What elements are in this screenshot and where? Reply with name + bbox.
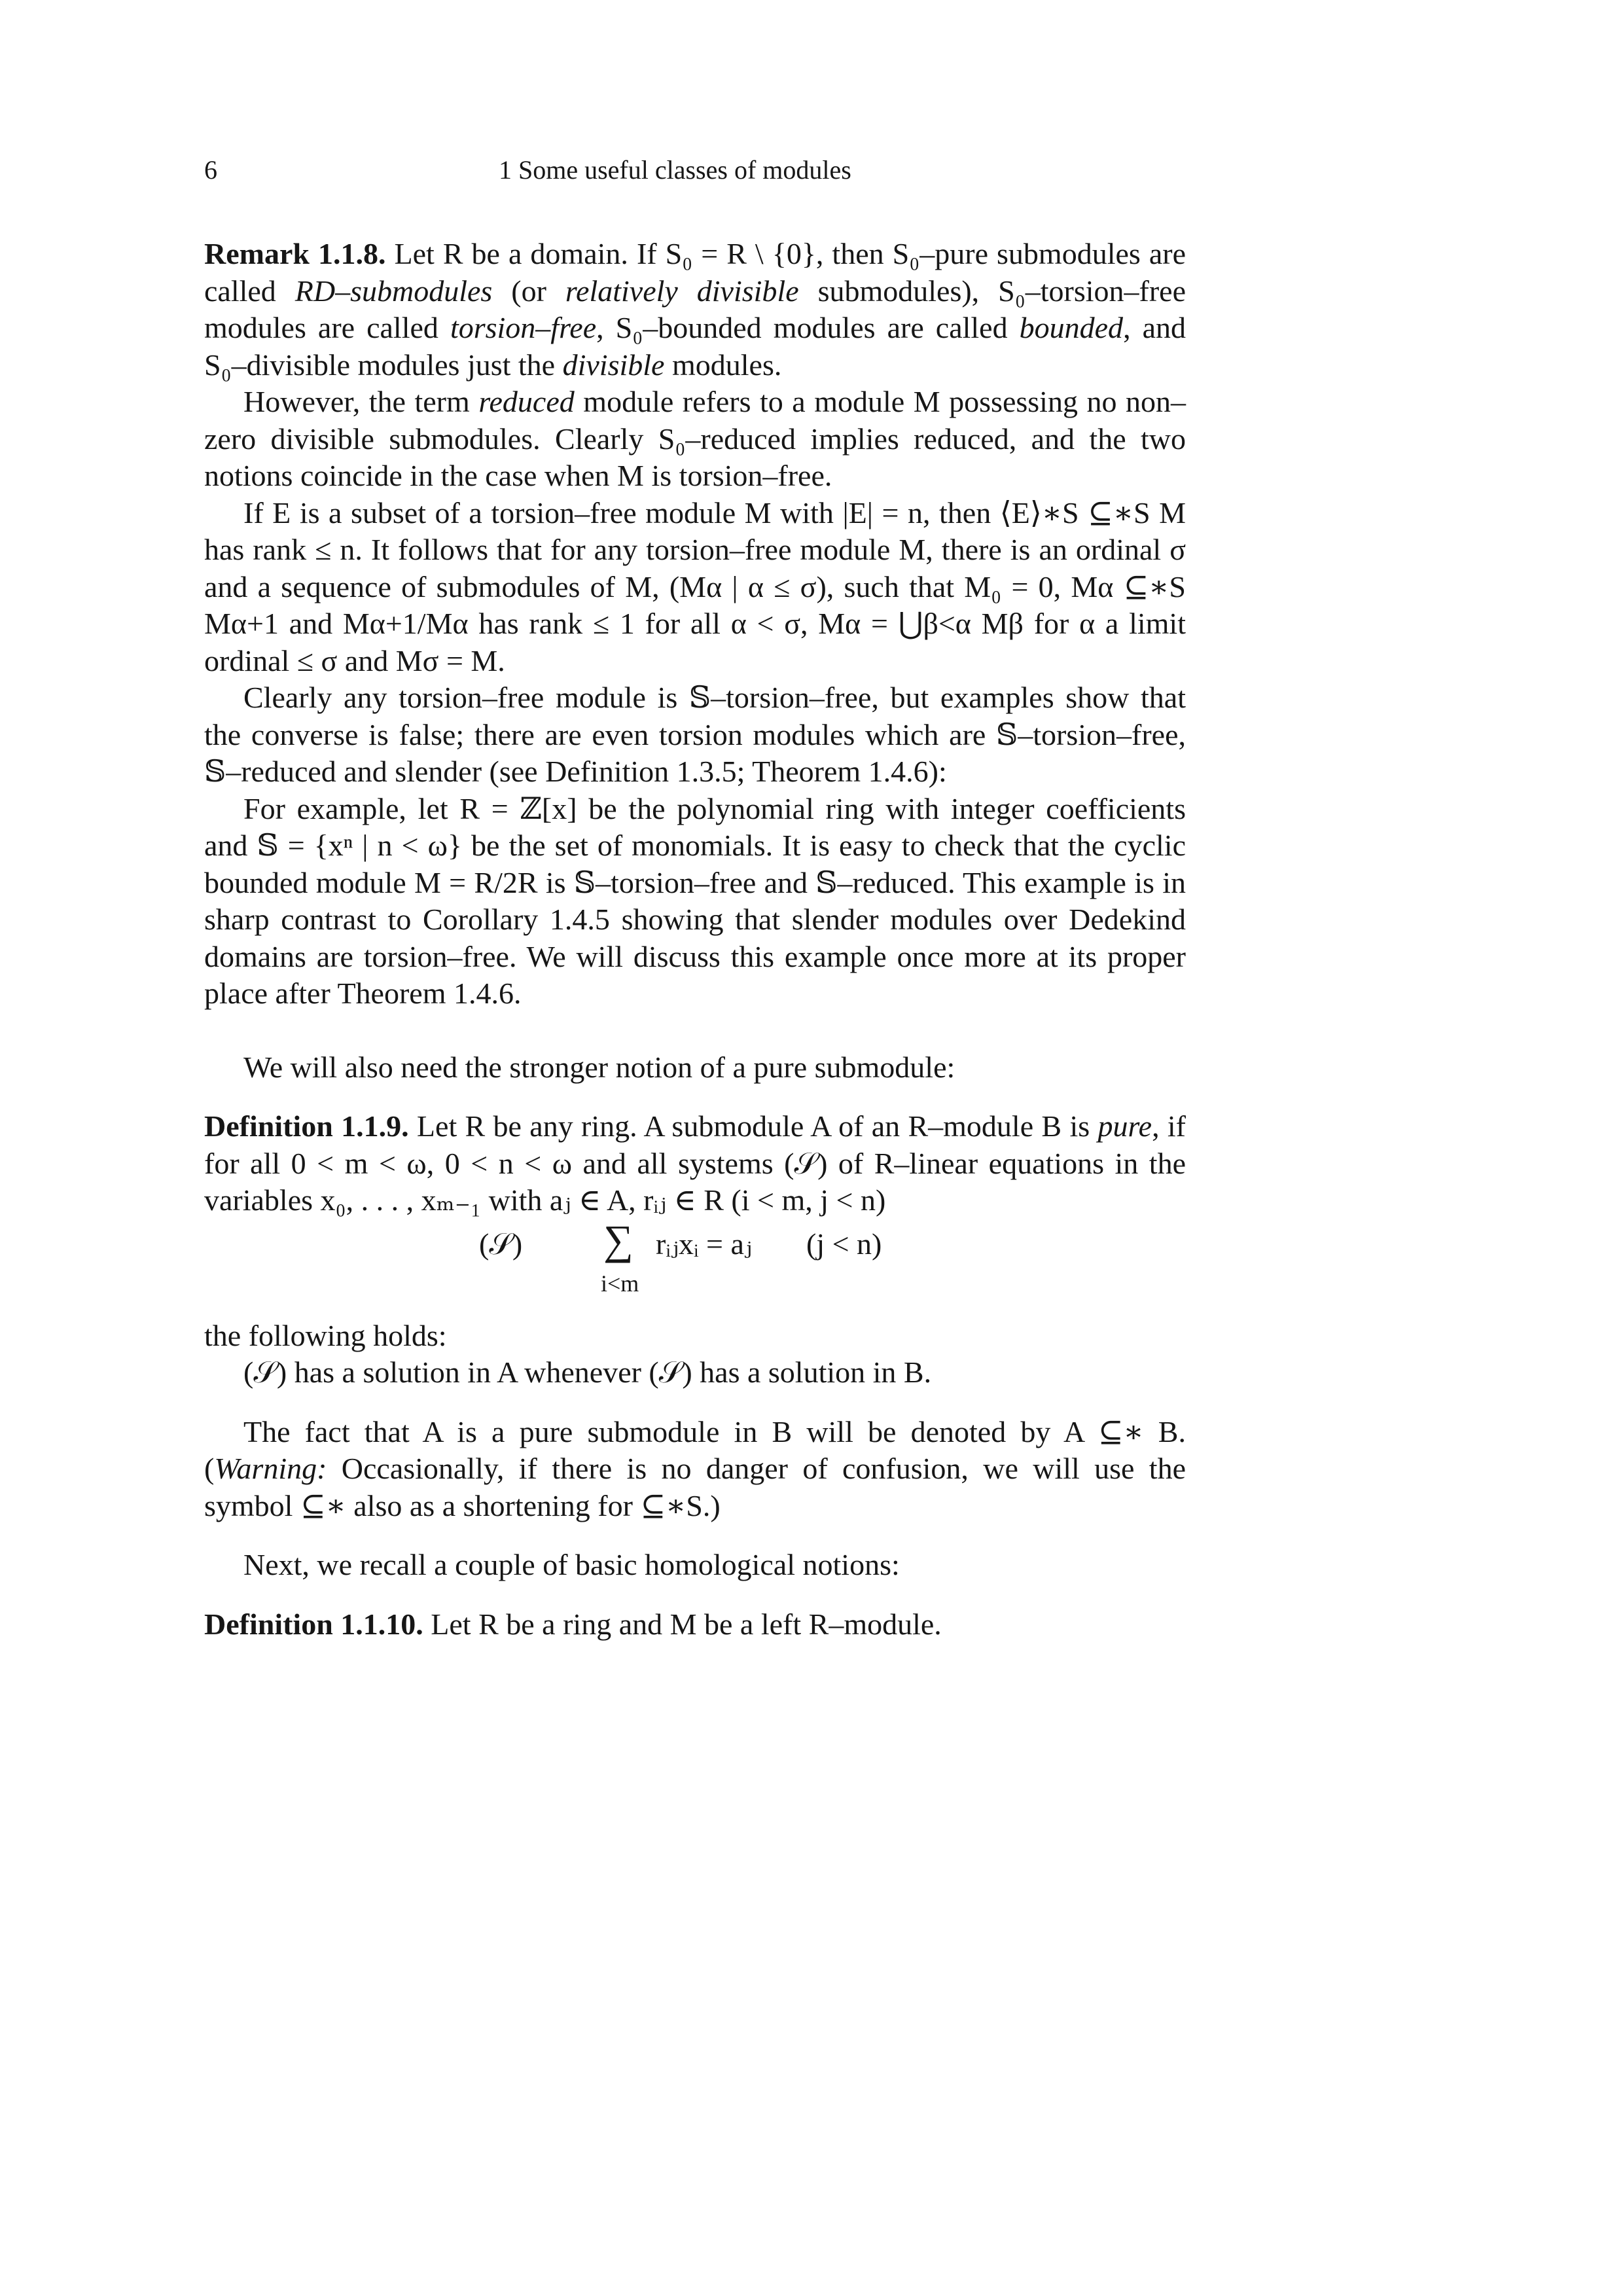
transition-paragraph: We will also need the stronger notion of a pure submodule: bbox=[243, 1050, 955, 1084]
definition-text: , if for all 0 < m < ω, 0 < n < ω and all systems (𝒮) of R–linear equations in the variables x₀, . . . , xₘ₋₁ with aⱼ ∈ A, rᵢⱼ ∈ R (i < m, j < n) bbox=[204, 1109, 1186, 1217]
definition-condition: (𝒮) has a solution in A whenever (𝒮) has a solution in B. bbox=[243, 1355, 932, 1389]
definition-1-1-9 bbox=[204, 1108, 1186, 1219]
body-text bbox=[204, 236, 1186, 1643]
emphasis: divisible bbox=[562, 348, 665, 382]
remark-paragraph-1 bbox=[204, 236, 1186, 384]
spacer bbox=[204, 1391, 1186, 1414]
equation-condition: (j < n) bbox=[806, 1227, 882, 1261]
remark-paragraph-4: Clearly any torsion–free module is 𝕊–torsion–free, but examples show that the converse is false; there are even torsion modules which are 𝕊–torsion–free, 𝕊–reduced and slender (see Definition 1.3.5; Theorem 1.4.6): bbox=[204, 681, 1186, 788]
sum-subscript: i<m bbox=[601, 1270, 639, 1297]
page-number: 6 bbox=[204, 155, 217, 185]
spacer bbox=[204, 1013, 1186, 1049]
definition-text: Let R be any ring. A submodule A of an R–module B is bbox=[408, 1109, 1098, 1143]
sum-symbol: ∑ bbox=[603, 1216, 633, 1263]
definition-label: Definition 1.1.9. bbox=[204, 1109, 409, 1143]
running-title: 1 Some useful classes of modules bbox=[499, 155, 851, 185]
emphasis: pure bbox=[1097, 1109, 1152, 1143]
remark-label: Remark 1.1.8. bbox=[204, 237, 386, 270]
equation-label: (𝒮) bbox=[479, 1227, 523, 1261]
remark-text: , and S₀–divisible modules just the bbox=[204, 311, 1186, 382]
remark-text: , S₀–bounded modules are called bbox=[596, 311, 1020, 344]
definition-1-1-10 bbox=[204, 1606, 1186, 1643]
remark-paragraph-5: For example, let R = ℤ[x] be the polynomial ring with integer coefficients and 𝕊 = {xⁿ | n < ω} be the set of monomials. It is easy to check that the cyclic bounded module M = R/2R is 𝕊–torsion–free and 𝕊–reduced. This example is in sharp contrast to Corollary 1.4.5 showing that slender modules over Dedekind domains are torsion–free. We will discuss this example once more at its proper place after Theorem 1.4.6. bbox=[204, 791, 1186, 1010]
pure-notation-paragraph bbox=[204, 1414, 1186, 1525]
emphasis: RD–submodules bbox=[294, 274, 493, 308]
emphasis: bounded bbox=[1019, 311, 1124, 344]
spacer bbox=[204, 1524, 1186, 1547]
transition-paragraph-2: Next, we recall a couple of basic homological notions: bbox=[243, 1548, 900, 1581]
paragraph-text: The fact that A is a pure submodule in B will be denoted by A ⊆∗ B. ( bbox=[204, 1414, 1186, 1485]
remark-paragraph-3: If E is a subset of a torsion–free module M with |E| = n, then ⟨E⟩∗S ⊆∗S M has rank ≤ n. It follows that for any torsion–free module M, there is an ordinal σ and a sequence of submodules of M, (Mα | α ≤ σ), such that M₀ = 0, Mα ⊆∗S Mα+1 and Mα+1/Mα has rank ≤ 1 for all α < σ, Mα = ⋃β<α Mβ for α a limit ordinal ≤ σ and Mσ = M. bbox=[204, 495, 1186, 677]
display-equation bbox=[204, 1216, 1186, 1318]
emphasis: torsion–free bbox=[450, 311, 597, 344]
remark-paragraph-2 bbox=[204, 384, 1186, 495]
equation-expression: rᵢⱼxᵢ = aⱼ bbox=[656, 1227, 753, 1261]
page-header bbox=[204, 152, 1186, 191]
spacer bbox=[204, 1086, 1186, 1108]
definition-continuation: the following holds: bbox=[204, 1318, 447, 1352]
remark-text: module refers to a module M possessing no non–zero divisible submodules. Clearly S₀–reduced implies reduced, and the two notions coincide in the case when M is torsion–free. bbox=[204, 385, 1186, 492]
remark-text: However, the term bbox=[243, 385, 479, 418]
emphasis: Warning: bbox=[214, 1452, 327, 1485]
emphasis: reduced bbox=[478, 385, 575, 418]
spacer bbox=[204, 1584, 1186, 1606]
remark-text: modules. bbox=[664, 348, 782, 382]
definition-text: Let R be a ring and M be a left R–module. bbox=[423, 1607, 942, 1641]
remark-text: submodules), S₀–torsion–free modules are called bbox=[204, 274, 1186, 344]
paragraph-text: Occasionally, if there is no danger of confusion, we will use the symbol ⊆∗ also as a shortening for ⊆∗S.) bbox=[204, 1452, 1186, 1522]
remark-text: (or bbox=[492, 274, 565, 308]
definition-label: Definition 1.1.10. bbox=[204, 1607, 423, 1641]
emphasis: relatively divisible bbox=[565, 274, 799, 308]
remark-text: Let R be a domain. If S₀ = R \ {0}, then S₀–pure submodules are called bbox=[204, 237, 1186, 308]
